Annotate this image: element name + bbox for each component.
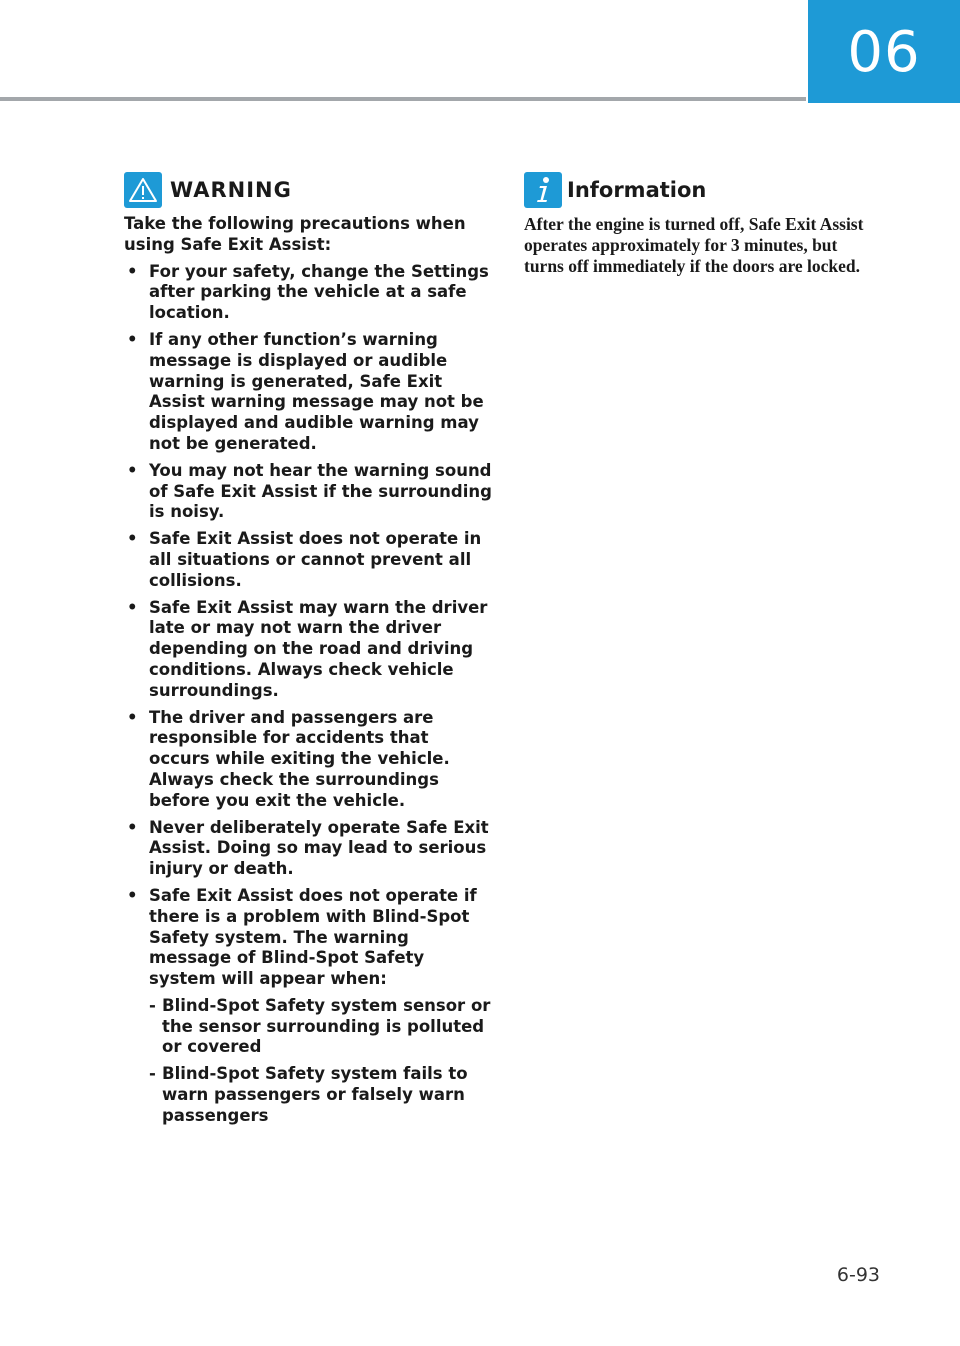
list-item <box>124 598 492 702</box>
list-item-text: The driver and passengers are responsible for accidents that occurs while exiting the vehicle. Always check the surroundings before you exit the vehicle. <box>149 707 450 810</box>
bullet-mark: • <box>127 707 138 727</box>
list-item <box>124 708 492 812</box>
information-text: After the engine is turned off, Safe Exit Assist operates approximately for 3 minutes, but turns off immediately if the doors are locked. <box>524 214 864 276</box>
sub-bullet-mark: - <box>149 1064 156 1084</box>
warning-intro: Take the following precautions when using Safe Exit Assist: <box>124 214 466 254</box>
list-item-text: If any other function’s warning message is displayed or audible warning is generated, Safe Exit Assist warning message may not be displayed and audible warning may not be generated. <box>149 329 484 453</box>
list-item-text: Safe Exit Assist does not operate if there is a problem with Blind-Spot Safety system. The warning message of Blind-Spot Safety system will appear when: <box>149 885 477 989</box>
information-title: Information <box>567 178 707 202</box>
list-item-text: You may not hear the warning sound of Safe Exit Assist if the surrounding is noisy. <box>149 460 492 522</box>
list-item <box>124 262 492 324</box>
list-item <box>124 529 492 591</box>
sub-list-item-text: Blind-Spot Safety system fails to warn passengers or falsely warn passengers <box>162 1064 468 1125</box>
page-number: 6-93 <box>836 1264 880 1286</box>
list-item <box>124 330 492 455</box>
bullet-mark: • <box>127 529 138 549</box>
sub-list-item <box>124 1064 492 1126</box>
warning-section <box>124 172 492 1133</box>
bullet-mark: • <box>127 261 138 281</box>
list-item-text: Safe Exit Assist may warn the driver late or may not warn the driver depending on the road and driving conditions. Always check vehicle surroundings. <box>149 597 488 700</box>
information-header <box>524 172 874 208</box>
bullet-mark: • <box>127 329 138 349</box>
warning-triangle-icon <box>124 172 162 208</box>
bullet-mark: • <box>127 817 138 837</box>
list-item-text: Never deliberately operate Safe Exit Assist. Doing so may lead to serious injury or death. <box>149 817 489 879</box>
list-item <box>124 461 492 523</box>
warning-header <box>124 172 492 208</box>
bullet-mark: • <box>127 885 138 905</box>
list-item <box>124 818 492 880</box>
warning-title: WARNING <box>170 178 292 202</box>
list-item <box>124 886 492 1127</box>
sub-list-item-text: Blind-Spot Safety system sensor or the sensor surrounding is polluted or covered <box>162 995 491 1057</box>
header-rule <box>0 97 806 101</box>
sub-bullet-mark: - <box>149 995 156 1015</box>
bullet-mark: • <box>127 597 138 617</box>
info-icon <box>524 172 562 208</box>
sub-list-item <box>124 996 492 1058</box>
bullet-mark: • <box>127 460 138 480</box>
list-item-text: For your safety, change the Settings after parking the vehicle at a safe location. <box>149 261 489 323</box>
chapter-tab: 06 <box>808 0 960 103</box>
information-section <box>524 172 874 276</box>
list-item-text: Safe Exit Assist does not operate in all situations or cannot prevent all collisions. <box>149 529 482 590</box>
